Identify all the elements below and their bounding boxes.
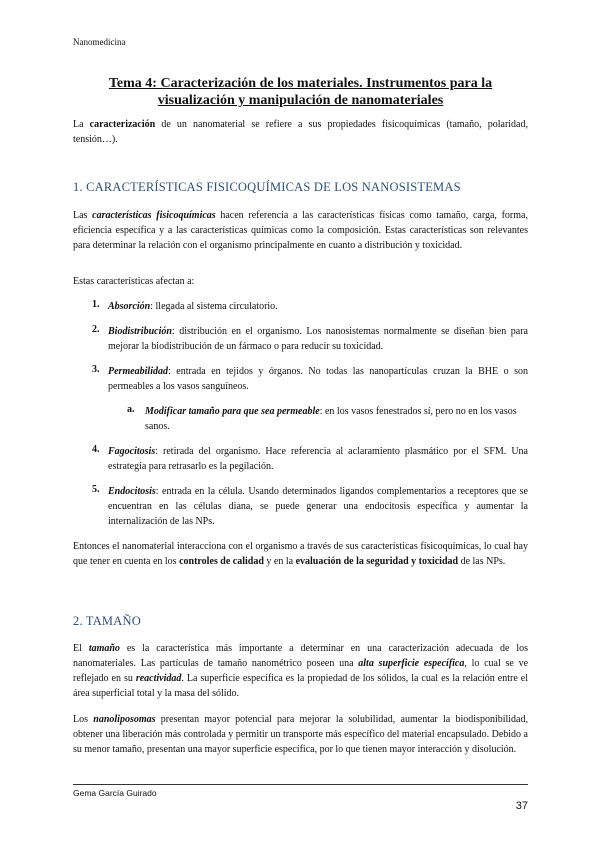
list-item-term: Permeabilidad (108, 366, 168, 377)
text: y en la (263, 556, 296, 567)
list-item (108, 324, 528, 354)
list-item (108, 364, 528, 394)
text: hacen referencia a las características físicas como tamaño, carga, forma, eficiencia específica y a las características químicas como la composición. Estas características son relevantes para determinar la relación con el organismo principalmente en cuanto a distribución y toxicidad. (73, 210, 528, 251)
section-2-paragraph-2 (73, 712, 528, 757)
list-item-text: : distribución en el organismo. Los nanosistemas normalmente se diseñan bien para mejorar la biodistribución de un fármaco o para reducir su toxicidad. (108, 326, 528, 352)
list-number: 2. (92, 324, 100, 335)
text: , lo cual se ve reflejado en su (73, 658, 529, 684)
bold-term: tamaño (88, 643, 120, 654)
list-item-term: Fagocitosis (108, 446, 156, 457)
title-line-2: visualización y manipulación de nanomateriales (157, 93, 444, 108)
bold-term: características fisicoquímicas (92, 210, 216, 221)
bold-term: evaluación de la seguridad y toxicidad (295, 556, 459, 567)
list-item-text: : retirada del organismo. Hace referencia al aclaramiento plasmático por el SFM. Una estrategia para retrasarlo es la pegilación. (108, 446, 528, 472)
page-title (73, 75, 528, 109)
list-item (108, 444, 528, 474)
list-number: 3. (92, 364, 100, 375)
sublist-item-term: Modificar tamaño para que sea permeable (145, 406, 320, 417)
section-1-paragraph-1 (73, 208, 528, 253)
text: . La superficie específica es la propiedad de los sólidos, la cual es la relación entre el área superficial total y la masa del sólido. (73, 673, 528, 699)
bold-term: controles de calidad (179, 556, 264, 567)
list-item (108, 484, 528, 529)
list-number: 5. (92, 484, 100, 495)
list-item-text: : llegada al sistema circulatorio. (150, 301, 278, 312)
list-item-term: Absorción (108, 301, 151, 312)
sublist-number: a. (127, 404, 135, 415)
intro-text: La (73, 119, 90, 130)
text: Entonces el nanomaterial interacciona con el organismo a través de sus características fisicoquímicas, lo cual hay que tener en cuenta en los (73, 541, 528, 567)
section-1-heading: 1. CARACTERÍSTICAS FISICOQUÍMICAS DE LOS NANOSISTEMAS (73, 180, 461, 194)
footer-rule (73, 784, 528, 785)
list-number: 1. (92, 299, 100, 310)
intro-paragraph (73, 117, 528, 147)
list-number: 4. (92, 444, 100, 455)
sublist-item (145, 404, 528, 434)
running-header: Nanomedicina (73, 37, 126, 47)
text: El (73, 643, 89, 654)
intro-bold-term: caracterización (89, 119, 156, 130)
text: de las NPs. (458, 556, 506, 567)
bold-term: alta superficie específica (358, 658, 465, 669)
list-item-term: Biodistribución (108, 326, 172, 337)
section-1-paragraph-3 (73, 539, 528, 569)
text: Las (73, 210, 93, 221)
text: es la característica más importante a determinar en una caracterización adecuada de los nanomateriales. Las partículas de tamaño nanométrico poseen una (73, 643, 529, 669)
sublist-item-text: : en los vasos fenestrados sí, pero no en los vasos sanos. (145, 406, 517, 432)
text: presentan mayor potencial para mejorar la solubilidad, aumentar la biodisponibilidad, obtener una liberación más controlada y permitir un transporte más específico del material encapsulado. Debido a su menor tamaño, presentan una mayor superficie específica, por lo que tienen mayor interacción y disolución. (73, 714, 528, 755)
section-2-heading: 2. TAMAÑO (73, 614, 141, 628)
title-line-1: Tema 4: Caracterización de los materiales. Instrumentos para la (108, 76, 493, 91)
list-item (108, 299, 528, 314)
footer-author: Gema García Guirado (73, 788, 157, 798)
intro-text-end: de un nanomaterial se refiere a sus propiedades fisicoquímicas (tamaño, polaridad, tensión…). (73, 119, 528, 145)
bold-term: reactividad (135, 673, 182, 684)
section-1-paragraph-2: Estas características afectan a: (73, 276, 195, 287)
bold-term: nanoliposomas (93, 714, 156, 725)
text: Los (73, 714, 94, 725)
list-item-text: : entrada en tejidos y órganos. No todas las nanopartículas cruzan la BHE o son permeables a los vasos sanguíneos. (108, 366, 528, 392)
page-number: 37 (515, 800, 528, 812)
section-2-paragraph-1 (73, 641, 528, 701)
list-item-text: : entrada en la célula. Usando determinados ligandos complementarios a receptores que se encuentran en las células diana, se puede generar una endocitosis específica y aumentar la internalización de las NPs. (108, 486, 528, 527)
list-item-term: Endocitosis (108, 486, 156, 497)
